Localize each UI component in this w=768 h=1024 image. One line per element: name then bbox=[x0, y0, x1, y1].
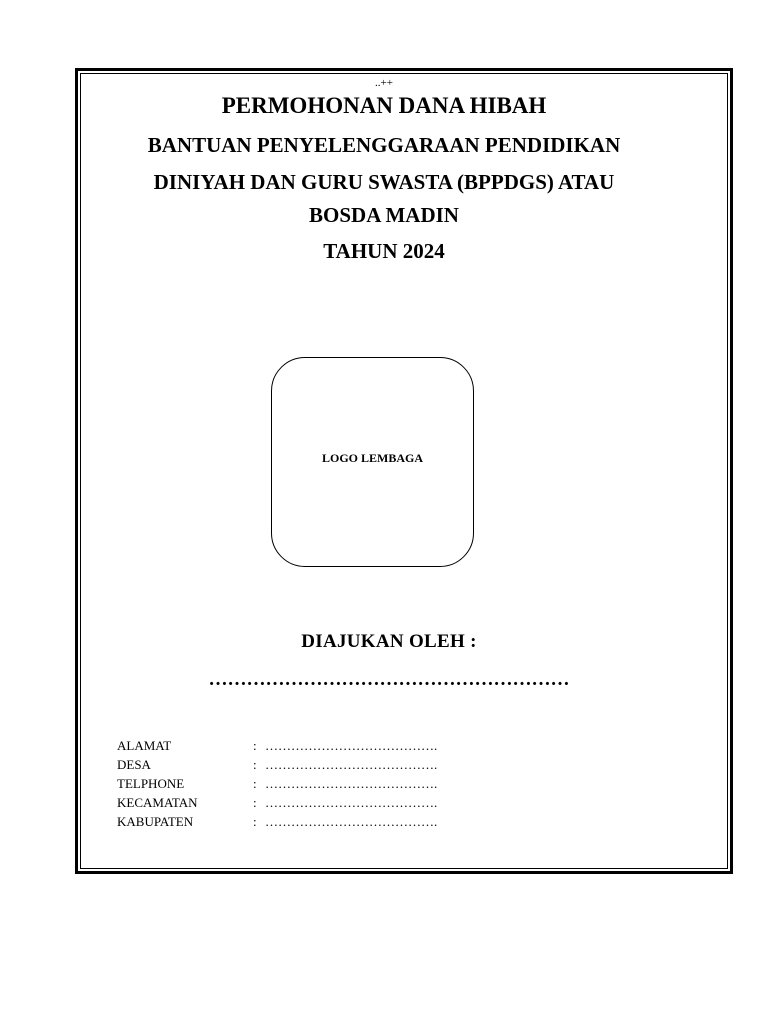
document-subtitle-line-1: BANTUAN PENYELENGGARAAN PENDIDIKAN bbox=[147, 133, 621, 157]
header-marker: ..++ bbox=[375, 77, 393, 89]
field-label: KABUPATEN bbox=[117, 814, 194, 829]
field-label: TELPHONE bbox=[117, 776, 185, 791]
document-subtitle-line-2: DINIYAH DAN GURU SWASTA (BPPDGS) ATAU bbox=[153, 170, 615, 194]
field-separator: : bbox=[253, 757, 257, 772]
field-label: DESA bbox=[117, 757, 151, 772]
field-value-blank: …………………………………. bbox=[265, 795, 438, 810]
logo-placeholder-label: LOGO LEMBAGA bbox=[321, 451, 423, 465]
field-row-kabupaten bbox=[117, 812, 537, 831]
field-row-kecamatan bbox=[117, 793, 537, 812]
field-separator: : bbox=[253, 814, 257, 829]
field-label: ALAMAT bbox=[117, 738, 172, 753]
submitted-by-label: DIAJUKAN OLEH : bbox=[301, 631, 477, 652]
document-title: PERMOHONAN DANA HIBAH bbox=[221, 93, 547, 118]
field-value-blank: …………………………………. bbox=[265, 814, 438, 829]
field-row-alamat bbox=[117, 736, 537, 755]
submitter-name-blank: ………………………………………………… bbox=[208, 669, 570, 690]
institution-details bbox=[117, 736, 537, 831]
field-row-desa bbox=[117, 755, 537, 774]
field-label: KECAMATAN bbox=[117, 795, 198, 810]
document-subtitle-line-3: BOSDA MADIN bbox=[309, 203, 459, 227]
field-value-blank: …………………………………. bbox=[265, 738, 438, 753]
field-separator: : bbox=[253, 776, 257, 791]
document-year: TAHUN 2024 bbox=[323, 239, 445, 263]
field-value-blank: …………………………………. bbox=[265, 757, 438, 772]
field-separator: : bbox=[253, 795, 257, 810]
field-row-telphone bbox=[117, 774, 537, 793]
field-separator: : bbox=[253, 738, 257, 753]
field-value-blank: …………………………………. bbox=[265, 776, 438, 791]
